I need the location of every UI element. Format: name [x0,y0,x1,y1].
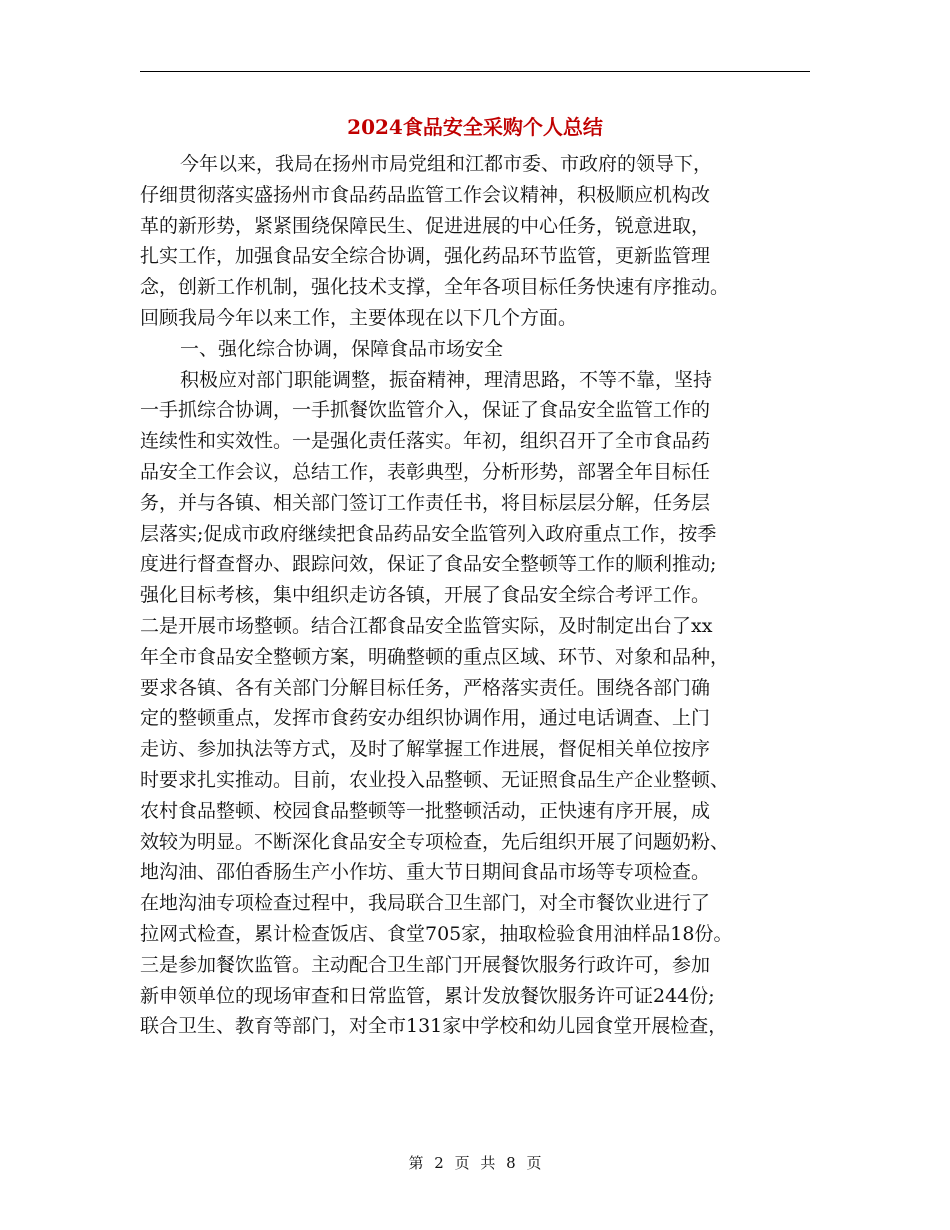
body-line: 时要求扎实推动。目前，农业投入品整顿、无证照食品生产企业整顿、 [140,768,730,791]
body-line: 拉网式检查，累计检查饭店、食堂705家，抽取检验食用油样品18份。 [140,922,733,945]
body-line: 要求各镇、各有关部门分解目标任务，严格落实责任。围绕各部门确 [140,676,711,699]
body-line: 强化目标考核，集中组织走访各镇，开展了食品安全综合考评工作。 [140,584,711,607]
body-line: 效较为明显。不断深化食品安全专项检查，先后组织开展了问题奶粉、 [140,830,730,853]
body-line: 仔细贯彻落实盛扬州市食品药品监管工作会议精神，积极顺应机构改 [140,183,711,206]
body-line: 新申领单位的现场审查和日常监管，累计发放餐饮服务许可证244份; [140,984,715,1007]
body-line: 今年以来，我局在扬州市局党组和江都市委、市政府的领导下， [180,153,713,175]
body-line: 连续性和实效性。一是强化责任落实。年初，组织召开了全市食品药 [140,430,711,453]
body-line: 一、强化综合协调，保障食品市场安全 [180,337,504,360]
body-line: 层落实;促成市政府继续把食品药品安全监管列入政府重点工作，按季 [140,522,717,545]
body-line: 品安全工作会议，总结工作，表彰典型，分析形势，部署全年目标任 [140,460,711,483]
header-rule [140,71,810,72]
page-footer: 第 2 页 共 8 页 [408,1154,542,1172]
body-line: 扎实工作，加强食品安全综合协调，强化药品环节监管，更新监管理 [140,245,711,268]
document-body [140,149,810,1042]
body-line: 一手抓综合协调，一手抓餐饮监管介入，保证了食品安全监管工作的 [140,399,711,422]
body-line: 回顾我局今年以来工作，主要体现在以下几个方面。 [140,306,578,329]
body-line: 地沟油、邵伯香肠生产小作坊、重大节日期间食品市场等专项检查。 [140,861,711,884]
body-line: 定的整顿重点，发挥市食药安办组织协调作用，通过电话调查、上门 [140,707,711,730]
body-line: 三是参加餐饮监管。主动配合卫生部门开展餐饮服务行政许可，参加 [140,953,711,976]
body-line: 联合卫生、教育等部门，对全市131家中学校和幼儿园食堂开展检查， [140,1015,728,1038]
body-line: 农村食品整顿、校园食品整顿等一批整顿活动，正快速有序开展，成 [140,799,711,822]
body-line: 度进行督查督办、跟踪问效，保证了食品安全整顿等工作的顺利推动; [140,553,717,576]
body-line: 革的新形势，紧紧围绕保障民生、促进进展的中心任务，锐意进取， [140,214,711,237]
body-line: 在地沟油专项检查过程中，我局联合卫生部门，对全市餐饮业进行了 [140,892,711,915]
body-line: 务，并与各镇、相关部门签订工作责任书，将目标层层分解，任务层 [140,491,711,514]
document-title: 2024食品安全采购个人总结 [347,115,603,139]
body-line: 年全市食品安全整顿方案，明确整顿的重点区域、环节、对象和品种， [140,645,730,668]
body-line: 走访、参加执法等方式，及时了解掌握工作进展，督促相关单位按序 [140,738,711,761]
body-line: 念，创新工作机制，强化技术支撑，全年各项目标任务快速有序推动。 [140,276,730,299]
body-line: 积极应对部门职能调整，振奋精神，理清思路，不等不靠，坚持 [180,368,713,391]
body-line: 二是开展市场整顿。结合江都食品安全监管实际，及时制定出台了xx [140,614,713,637]
